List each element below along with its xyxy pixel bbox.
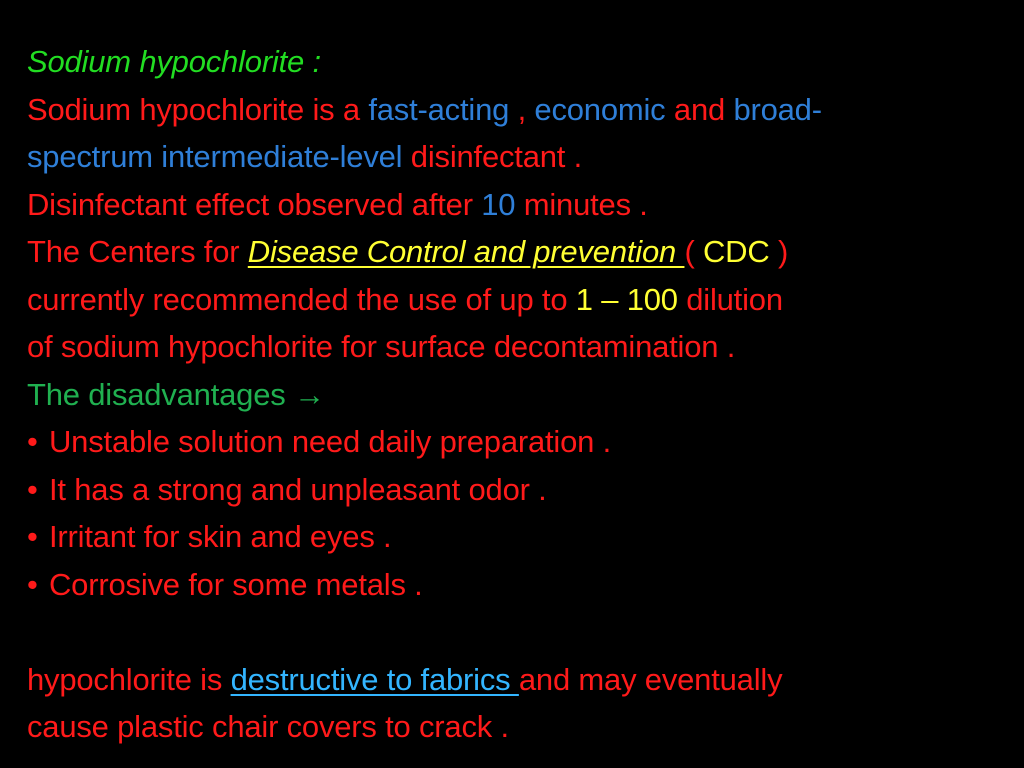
intro-line-2 (27, 133, 1002, 181)
bullet-icon: • (27, 566, 38, 602)
spectrum-term: spectrum intermediate-level (27, 139, 403, 174)
cdc-line-1 (27, 228, 1002, 276)
broad-term: broad- (733, 91, 822, 127)
effect-line (27, 181, 1002, 229)
bullet-icon: • (27, 424, 38, 459)
cdc-paren-close: ) (769, 234, 789, 269)
disadvantages-heading: The disadvantages → (27, 376, 325, 412)
cdc-paren-open: ( (684, 234, 703, 269)
closing-text-2: and may eventually (518, 661, 783, 697)
intro-line-1 (27, 86, 1002, 134)
intro-and: and (665, 91, 734, 127)
cdc-abbr: CDC (703, 234, 770, 269)
cdc-link[interactable]: Disease Control and prevention (247, 234, 685, 269)
spacer (27, 608, 1002, 656)
bullet-icon: • (27, 519, 38, 554)
cdc-recommend: currently recommended the use of up to (27, 281, 576, 317)
slide-title: Sodium hypochlorite : (27, 44, 321, 79)
minutes-value: 10 (481, 186, 516, 222)
cdc-line-2 (27, 276, 1002, 324)
bullet-icon: • (27, 471, 38, 507)
cdc-line-3: of sodium hypochlorite for surface decontamination . (27, 329, 736, 364)
effect-text: Disinfectant effect observed after (27, 186, 482, 222)
minutes-label: minutes . (515, 186, 648, 222)
slide-content (27, 38, 1002, 751)
disinfectant-term: disinfectant . (402, 139, 583, 174)
economic-term: economic (534, 91, 666, 127)
fabrics-link[interactable]: destructive to fabrics (230, 661, 519, 697)
disadvantage-text: Corrosive for some metals . (49, 566, 423, 602)
list-item (27, 418, 1002, 466)
disadvantage-text: Unstable solution need daily preparation . (49, 424, 612, 459)
disadvantage-text: Irritant for skin and eyes . (49, 519, 392, 554)
list-item (27, 561, 1002, 609)
dilution-label: dilution (677, 281, 783, 317)
cdc-intro: The Centers for (27, 234, 248, 269)
intro-text: Sodium hypochlorite is a (27, 91, 369, 127)
list-item (27, 513, 1002, 561)
fast-acting-term: fast-acting (368, 91, 510, 127)
disadvantage-text: It has a strong and unpleasant odor . (49, 471, 547, 507)
closing-line-1 (27, 656, 1002, 704)
closing-line-2: cause plastic chair covers to crack . (27, 709, 509, 744)
closing-text: hypochlorite is (27, 661, 231, 697)
dilution-value: 1 – 100 (575, 281, 678, 317)
intro-comma: , (509, 91, 535, 127)
list-item (27, 466, 1002, 514)
